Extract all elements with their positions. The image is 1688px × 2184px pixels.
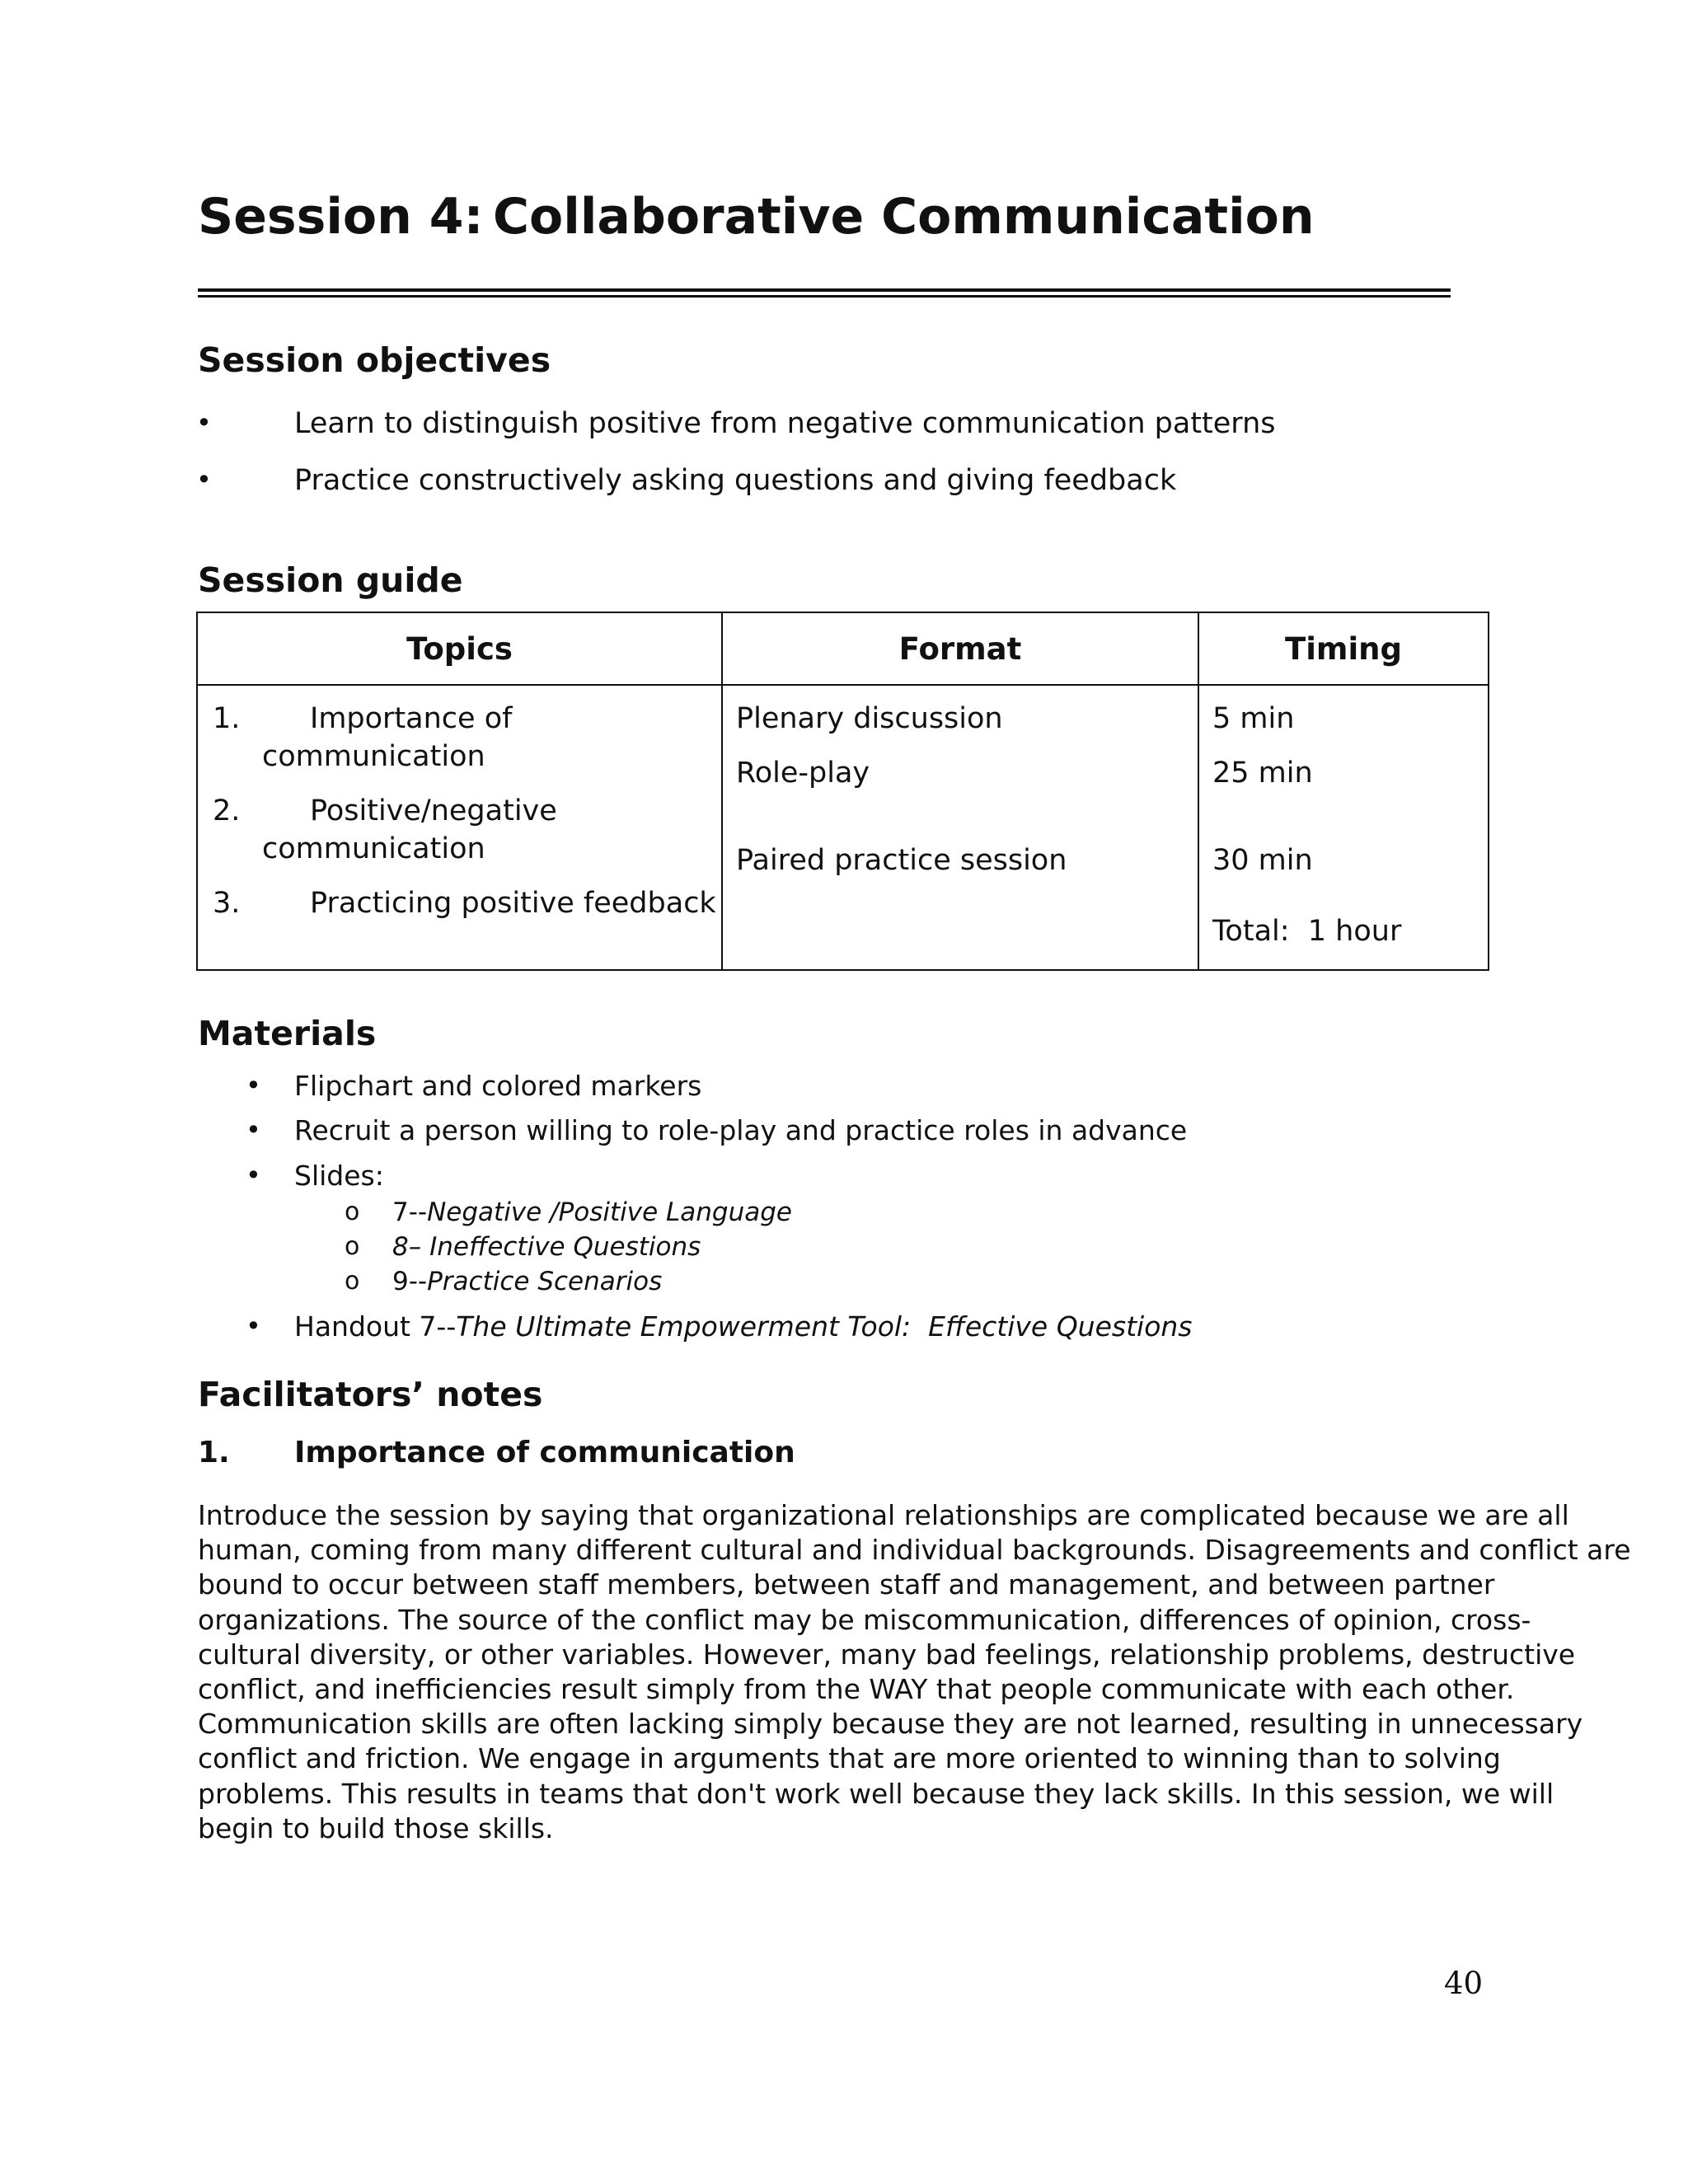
slide-item: 7--Negative /Positive Language [392, 1197, 792, 1227]
timing-cell [1198, 685, 1489, 970]
session-guide-table [196, 612, 1489, 971]
timing-item: 25 min [1212, 757, 1313, 790]
page-number: 40 [1444, 1966, 1484, 2001]
bullet-icon: • [246, 1070, 261, 1101]
section-title: Importance of communication [294, 1436, 795, 1469]
bullet-icon: • [246, 1160, 261, 1191]
notes-paragraph: Introduce the session by saying that organizational relationships are complicated because we are all human, coming from many different cultural and individual backgrounds. Disagreements and conflict are bound to occur between staff members, between staff and management, and between partner organizations. The source of the conflict may be miscommunication, differences of opinion, cross- cultural diversity, or other variables. However, many bad feelings, relationship problems, destructive conflict, and inefficiencies result simply from the WAY that people communicate with each other. Communication skills are often lacking simply because they are not learned, resulting in unnecessary conflict and friction. We engage in arguments that are more oriented to winning than to solving problems. This results in teams that don't work well because they lack skills. In this session, we will begin to build those skills. [198, 1499, 1631, 1844]
topic-number: 2. [213, 794, 241, 827]
bullet-icon: • [196, 407, 212, 438]
bullet-icon: • [196, 464, 212, 495]
column-header-timing: Timing [1198, 612, 1489, 685]
topic-number: 1. [213, 702, 241, 735]
materials-item: Recruit a person willing to role-play and practice roles in advance [294, 1114, 1188, 1146]
notes-heading: Facilitators’ notes [198, 1375, 543, 1414]
topic-label: communication [262, 740, 485, 773]
topic-label: Practicing positive feedback [310, 887, 716, 920]
session-number: Session 4: [198, 188, 484, 246]
materials-heading: Materials [198, 1014, 377, 1053]
slide-item: 9--Practice Scenarios [392, 1267, 663, 1296]
topic-number: 3. [213, 887, 241, 920]
circle-bullet-icon: o [345, 1197, 360, 1226]
materials-item: Slides: [294, 1160, 384, 1192]
guide-heading: Session guide [198, 560, 463, 600]
topic-label: Importance of [310, 702, 513, 735]
page-title [198, 188, 1315, 246]
bullet-icon: • [246, 1310, 261, 1342]
objective-item: Learn to distinguish positive from negative communication patterns [294, 407, 1276, 440]
format-item: Plenary discussion [736, 702, 1003, 735]
circle-bullet-icon: o [345, 1232, 360, 1261]
column-header-format: Format [722, 612, 1198, 685]
title-divider [198, 288, 1451, 298]
session-title: Collaborative Communication [493, 188, 1315, 246]
timing-item: 30 min [1212, 844, 1313, 877]
format-cell [722, 685, 1198, 970]
column-header-topics: Topics [197, 612, 722, 685]
section-number: 1. [198, 1436, 230, 1469]
materials-item: Flipchart and colored markers [294, 1070, 702, 1102]
timing-total: Total: 1 hour [1212, 915, 1402, 948]
handout-item: Handout 7--The Ultimate Empowerment Tool: Effective Questions [294, 1310, 1193, 1343]
topic-label: communication [262, 832, 485, 865]
format-item: Paired practice session [736, 844, 1067, 877]
slide-item: 8– Ineffective Questions [392, 1232, 701, 1262]
bullet-icon: • [246, 1114, 261, 1146]
objectives-heading: Session objectives [198, 340, 551, 380]
topics-cell [197, 685, 722, 970]
circle-bullet-icon: o [345, 1267, 360, 1296]
objective-item: Practice constructively asking questions and giving feedback [294, 464, 1177, 497]
topic-label: Positive/negative [310, 794, 557, 827]
timing-item: 5 min [1212, 702, 1295, 735]
format-item: Role-play [736, 757, 870, 790]
